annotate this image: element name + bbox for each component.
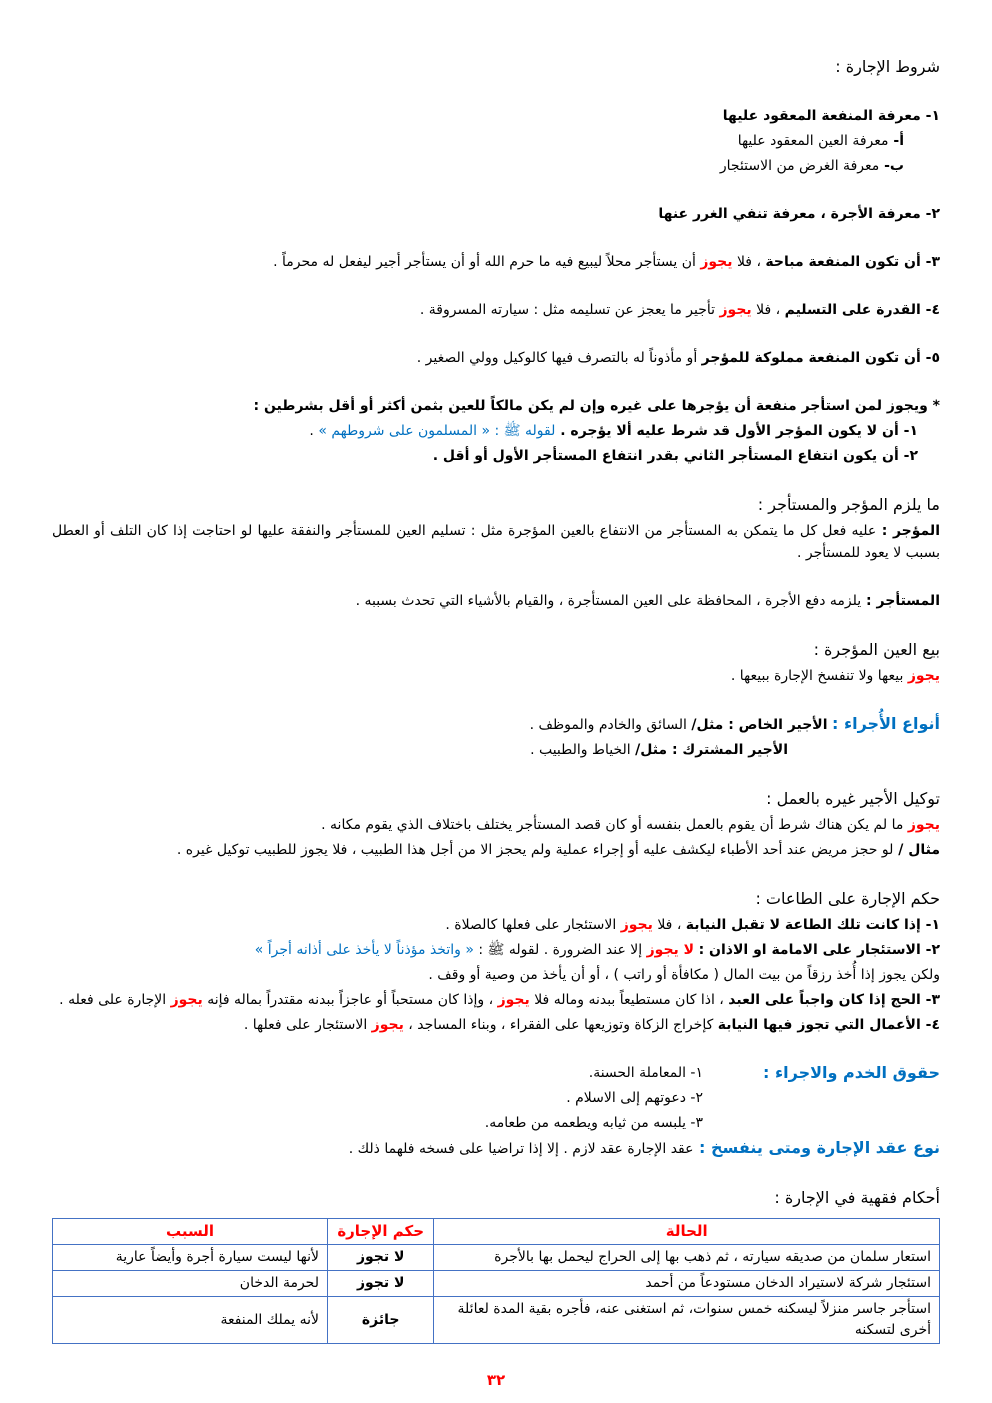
list-item: ٢- دعوتهم إلى الاسلام . (566, 1090, 704, 1106)
text: الاستئجار على فعلها كالصلاة . (445, 917, 621, 933)
text: لو حجز مريض عند أحد الأطباء ليكشف عليه أو إجراء عملية ولم يحجز الا من أجل هذا الطبيب ، فلا يجوز للطبيب توكيل غيره . (176, 842, 894, 858)
column-header-reason: السبب (53, 1219, 328, 1245)
text-bold: مثال / (893, 842, 940, 858)
paragraph (52, 395, 940, 417)
text-bold: ٢- معرفة الأجرة ، معرفة تنفي الغرر عنها (658, 206, 940, 222)
emphasis-red: لا يجوز (646, 942, 695, 958)
paragraph (52, 814, 940, 836)
text: ، وإذا كان مستحباً أو عاجزاً ببدنه مقتدراً بماله فإنه (202, 992, 498, 1008)
case-cell: استعار سلمان من صديقه سيارته ، ثم ذهب بها إلى الحراج ليحمل بها بالأجرة (434, 1245, 940, 1271)
text-bold: ب- (879, 158, 904, 174)
text: السائق والخادم والموظف . (529, 717, 692, 733)
text: شروط الإجارة : (835, 57, 940, 76)
text-bold: ١- أن لا يكون المؤجر الأول قد شرط عليه ألا يؤجره . (555, 423, 918, 439)
text-bold: ٤- الأعمال التي تجوز فيها النيابة (717, 1017, 940, 1033)
column-header-ruling: حكم الإجارة (327, 1219, 433, 1245)
table-header-row (53, 1219, 940, 1245)
paragraph (52, 1014, 940, 1036)
heading-with-list (52, 1062, 940, 1134)
text-bold: ٣- الحج إذا كان واجباً على العبد (728, 992, 940, 1008)
text: يلزمه دفع الأجرة ، المحافظة على العين المستأجرة ، والقيام بالأشياء التي تحدث بسببه . (355, 593, 862, 609)
text: ولكن يجوز إذا أُخذ رزقاً من بيت المال ( مكافأة أو راتب ) ، أو أن يأخذ من وصية أو وقف . (428, 967, 940, 983)
paragraph (52, 713, 940, 736)
emphasis-red: يجوز (371, 1017, 404, 1033)
text: أو مأذوناً له بالتصرف فيها كالوكيل وولي الصغير . (416, 350, 702, 366)
text: إلا عند الضرورة . لقوله ﷺ : (473, 942, 647, 958)
ruling-cell: لا تجوز (327, 1245, 433, 1271)
paragraph (52, 590, 940, 612)
section-heading (52, 638, 940, 662)
document-blocks (52, 55, 940, 1210)
section-heading: حقوق الخدم والاجراء : (763, 1063, 940, 1082)
text-bold: ٥- أن تكون المنفعة مملوكة للمؤجر (701, 350, 940, 366)
emphasis-red: يجوز (719, 302, 752, 318)
text: حكم الإجارة على الطاعات : (755, 889, 940, 908)
text: كإخراج الزكاة وتوزيعها على الفقراء ، وبناء المساجد ، (403, 1017, 718, 1033)
paragraph (52, 914, 940, 936)
text: بيعها ولا تنفسخ الإجارة ببيعها . (730, 668, 908, 684)
inline-heading: نوع عقد الإجارة ومتى ينفسخ : (693, 1138, 940, 1157)
table-row (53, 1297, 940, 1344)
text: بيع العين المؤجرة : (813, 640, 940, 659)
text: ، فلا (652, 917, 686, 933)
reason-cell: لأنها ليست سيارة أجرة وأيضاً عارية (53, 1245, 328, 1271)
ruling-cell: لا تجوز (327, 1271, 433, 1297)
paragraph (52, 739, 940, 761)
text: عقد الإجارة عقد لازم . إلا إذا تراضيا على فسخه فلهما ذلك . (348, 1141, 694, 1157)
column-header-case: الحالة (434, 1219, 940, 1245)
paragraph (52, 155, 940, 177)
paragraph (52, 105, 940, 127)
section-heading (52, 887, 940, 911)
text-bold: ٣- أن تكون المنفعة مباحة (765, 254, 940, 270)
text-bold: الأجير الخاص : مثل/ (691, 717, 828, 733)
table-row (53, 1271, 940, 1297)
rulings-table-body (53, 1245, 940, 1344)
paragraph (52, 964, 940, 986)
text-bold: ٢- الاستئجار على الامامة او الاذان : (698, 942, 940, 958)
paragraph (52, 520, 940, 564)
emphasis-red: يجوز (700, 254, 733, 270)
emphasis-red: يجوز (907, 668, 940, 684)
emphasis-red: يجوز (907, 817, 940, 833)
text-bold: أ- (888, 133, 904, 149)
section-heading (52, 493, 940, 517)
list (485, 1062, 703, 1134)
text-bold: المؤجر : (876, 523, 940, 539)
list-item: ١- المعاملة الحسنة. (588, 1065, 704, 1081)
paragraph (52, 299, 940, 321)
section-heading (52, 1186, 940, 1210)
text-bold: * ويجوز لمن استأجر منفعة أن يؤجرها على غيره وإن لم يكن مالكاً للعين بثمن أكثر أو أقل بشرطين : (253, 398, 940, 414)
text: ، اذا كان مستطيعاً ببدنه وماله فلا (529, 992, 729, 1008)
text: الاستئجار على فعلها . (243, 1017, 372, 1033)
paragraph (52, 203, 940, 225)
emphasis-red: يجوز (620, 917, 653, 933)
reason-cell: لحرمة الدخان (53, 1271, 328, 1297)
paragraph (52, 130, 940, 152)
text: . (309, 423, 319, 439)
emphasis-red: يجوز (170, 992, 203, 1008)
case-cell: استئجار شركة لاستيراد الدخان مستودعاً من أحمد (434, 1271, 940, 1297)
text: الخياط والطبيب . (530, 742, 636, 758)
table-row (53, 1245, 940, 1271)
text-bold: الأجير المشترك : مثل/ (635, 742, 788, 758)
text: أن يستأجر محلاً ليبيع فيه ما حرم الله أو أن يستأجر أجير ليفعل له محرماً . (273, 254, 701, 270)
paragraph (52, 839, 940, 861)
paragraph (52, 989, 940, 1011)
paragraph (52, 347, 940, 369)
text: ما يلزم المؤجر والمستأجر : (757, 495, 940, 514)
paragraph (52, 251, 940, 273)
text: عليه فعل كل ما يتمكن به المستأجر من الانتفاع بالعين المؤجرة مثل : تسليم العين للمستأجر والنفقة عليها لو احتاجت إذا كان التلف أو العطل بسبب لا يعود للمستأجر . (52, 523, 940, 561)
text: ، فلا (732, 254, 766, 270)
text-bold: ٢- أن يكون انتفاع المستأجر الثاني بقدر انتفاع المستأجر الأول أو أقل . (432, 448, 918, 464)
text-bold: المستأجر : (861, 593, 940, 609)
text: أحكام فقهية في الإجارة : (774, 1188, 940, 1207)
text: ما لم يكن هناك شرط أن يقوم بالعمل بنفسه أو كان قصد المستأجر يختلف باختلاف الذي يقوم مكانه . (321, 817, 908, 833)
quote-blue: لقوله ﷺ : « المسلمون على شروطهم » (318, 423, 556, 439)
text-bold: ٤- القدرة على التسليم (784, 302, 940, 318)
text: توكيل الأجير غيره بالعمل : (766, 789, 940, 808)
reason-cell: لأنه يملك المنفعة (53, 1297, 328, 1344)
text: معرفة الغرض من الاستئجار (719, 158, 880, 174)
emphasis-red: يجوز (497, 992, 530, 1008)
inline-heading: أنواع الأُجراء : (831, 714, 940, 733)
paragraph (52, 939, 940, 961)
ruling-cell: جائزة (327, 1297, 433, 1344)
section-heading (52, 787, 940, 811)
list-item: ٣- يلبسه من ثيابه ويطعمه من طعامه. (484, 1115, 704, 1131)
section-heading (52, 55, 940, 79)
quote-blue: « واتخذ مؤذناً لا يأخذ على أذانه أجراً » (254, 942, 474, 958)
paragraph (52, 445, 940, 467)
text-bold: ١- إذا كانت تلك الطاعة لا تقبل النيابة (685, 917, 940, 933)
text: معرفة العين المعقود عليها (737, 133, 889, 149)
text: ، فلا (751, 302, 785, 318)
rulings-table (52, 1218, 940, 1344)
paragraph (52, 420, 940, 442)
paragraph (52, 665, 940, 687)
text: الإجارة على فعله . (59, 992, 171, 1008)
case-cell: استأجر جاسر منزلاً ليسكنه خمس سنوات، ثم استغنى عنه، فأجره بقية المدة لعائلة أخرى لتسكنه (434, 1297, 940, 1344)
paragraph (52, 1137, 940, 1160)
text-bold: ١- معرفة المنفعة المعقود عليها (722, 108, 940, 124)
text: تأجير ما يعجز عن تسليمه مثل : سيارته المسروقة . (419, 302, 720, 318)
page-number: ٣٢ (486, 1371, 506, 1389)
